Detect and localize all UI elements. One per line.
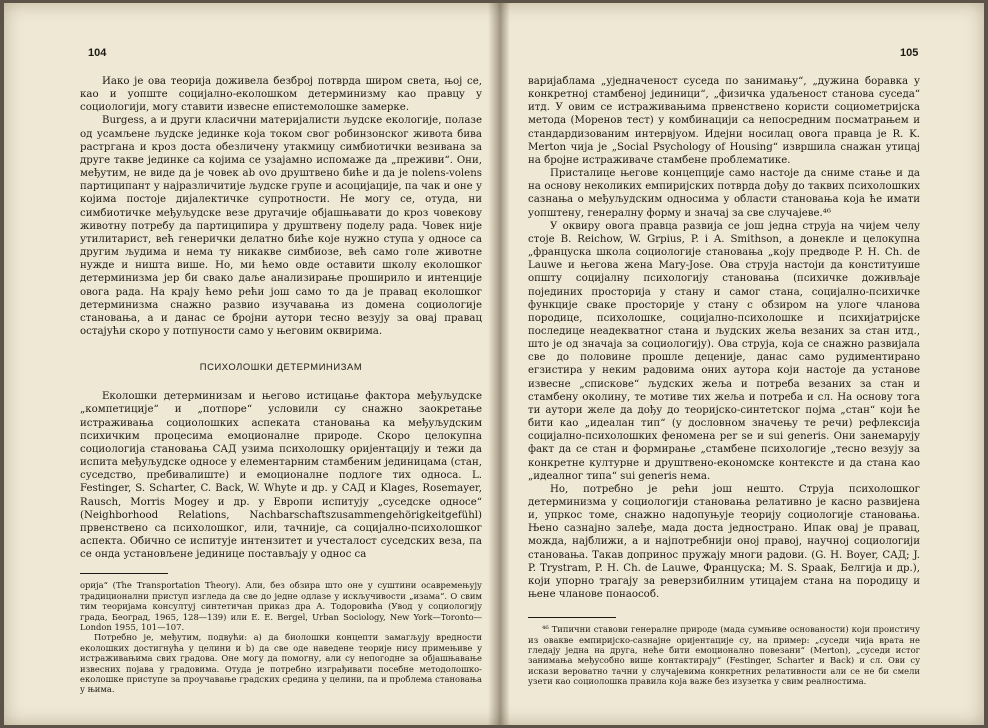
footnote-text: Потребно је, међутим, подвући: а) да биолошки концепти замагљују вредности еколошких достигнућа у целини и b) да све оде наведене теорије нису примењиве у истраживањима свих градова. Оне могу да помогну, али су непогодне за објашњавање извесних појава у градовима. Отуда је потребно изграђивати посебне методолошко-еколошке приступе за проучавање градских средина у целини, па и проблема становања у њима. [80,632,482,695]
footnote-text: орија“ (The Transportation Theory). Али, без обзира што оне у суштини осавремењују традиционални приступ изгледа да све до једне одлазе у искључивости „изама“. О свим тим теоријама консултуј синтетичан приказ дра А. Тодоровића (Увод у социологију града, Београд, 1965, 128—139) или E. E. Bergel, Urban Sociology, New York—Toronto—London 1955, 101—107. [80,580,482,632]
left-paragraph: Burgess, а и други класични материјалисти људске екологије, полазе од усамљене људске јединке која током свог робинзонског живота бива растргана и кроз доста обезличену утакмицу симбиотички везивана за друге такве јединке са којима се узајамно испомаже да „преживи“. Они, међутим, не виде да је човек ab ovo друштвено биће и да је nolens-volens партиципант у најразличитије људске групе и асоцијације, па чак и оне у којима постоје дијалектичке супротности. Не могу се, отуда, ни симбиотичке међуљудске везе другачије објашњавати до кроз човекову животну потребу да партиципира у друштвену поделу рада. Човек није утилитарист, већ генерички делатно биће које нужно ступа у односе са другим људима и нема ту никакве симбиозе, већ само голе животне нужде и ништа више. Но, ми ћемо овде оставити школу еколошког детерминизма јер би свако даље анализирање проширило и интенције овога рада. На крају ћемо рећи још само то да је правац еколошког детерминизма снажно развио изучавања из домена социологије становања, а и данас се бројни аутори тесно везују за овај правац остајући скоро у потпуности само у његовим оквирима. [80,115,482,337]
footnote-divider [80,573,168,574]
right-paragraph: Присталице његове концепције само настоје да сниме стање и да на основу неколиких емпиријских потврда дођу до таквих психолошких сазнања о међуљудским односима у области становања која ће имати уопштену, генералну форму и значај за све случајеве.⁴⁶ [528,168,920,219]
section-heading: ПСИХОЛОШКИ ДЕТЕРМИНИЗАМ [199,361,363,373]
left-footnotes [80,580,482,694]
right-page-body [528,75,920,601]
book-gutter [488,3,510,725]
right-paragraph: У оквиру овога правца развија се још једна струја на чијем челу стоје B. Reichow, W. Grpius, P. i A. Smithson, а донекле и целокупна „француска школа социологије становања „коју предводе P. H. Ch. de Lauwe и његова жена Mary-Jose. Ова струја настоји да конституише општу социјалну психологију становања (психичке доживљаје појединих просторија у стану и самог стана, социјално-психичке функције сваке просторије у стану с обзиром на улоге чланова породице, психолошке, социјално-психолошке и психијатријске последице неадекватног стана и људских жеља везаних за стан итд., што је од значаја за социологију). Ова струја, која се снажно развијала све до половине прошле деценије, данас само рудиментирано егзистира у неким радовима оних аутора који настоје да установе извесне „спискове“ људских жеља и потреба везаних за стан и стамбену околину, те мотиве тих жеља и потреба и сл. На основу тога ти аутори желе да дођу до теоријско-синтетског појма „стан“ који ће бити као „идеалан тип“ (у дословном значењу те речи) рефлексија социјално-психолошких феномена per se и sui generis. Они занемарују факт да се стан и формирање „стамбене психологије „тесно везују за конкретне културне и друштвено-економске контексте и да стана као „идеалног типа“ sui generis нема. [528,220,920,482]
right-footnotes [528,624,920,686]
right-page-number: 105 [900,47,919,59]
book-spread [4,3,984,725]
right-paragraph: Но, потребно је рећи још нешто. Струја психолошког детерминизма у социологији становања релативно је касно развијена и, упркос томе, снажно надопуњује теорију социологије становања. Њено сазнајно залеђе, мада доста једнострано. Ипак овај је правац, можда, најближи, а и најпотребнији оној правој, научној социологији становања. Такав допринос пружају многи радови. (G. H. Boyer, САД; J. P. Trystram, P. H. Ch. de Lauwe, Француска; M. S. Spaak, Белгија и др.), који упорно трагају за реверзибилним утицајем стана на породицу и њене чланове понаособ. [528,483,920,601]
left-page [80,75,482,695]
footnote-divider [528,617,616,618]
left-section-paragraph: Еколошки детерминизам и његово истицање фактора међуљудске „компетиције“ и „потпоре“ условили су снажно заокретање истраживања социолошких аспеката становања ка међуљудским психичким процесима емоционалне природе. Скоро целокупна социологија становања САД узима психолошку оријентацију и тежи да испита међуљудске односе у елементарним стамбеним јединицама (стан, суседство, пребивалиште) и емоционалне подлоге тих односа. L. Festinger, S. Scharter, C. Back, W. Whyte и др. у САД и Klages, Rosemayer, Rausch, Morris Mogey и др. у Европи испитују „суседске односе“ (Neighborhood Relations, Nachbarschaftszusammengehörigkeitgefühl) првенствено са психолошког, или, тачније, са социјално-психолошког аспекта. Обично се испитује интензитет и учесталост суседских веза, па се онда установљене јединице постављају у однос са [80,391,482,561]
left-page-body [80,75,482,561]
left-page-number: 104 [88,47,107,59]
right-page [528,75,920,687]
right-paragraph: варијаблама „уједначеност суседа по занимању“, „дужина боравка у конкретној стамбеној јединици“, „физичка удаљеност станова суседа“ итд. У овим се истраживањима првенствено користи социометријска метода (Моренов тест) у комбинацији са непосредним посматрањем и стандардизованим интервјуом. Идејни носилац овога правца је R. K. Merton чија је „Social Psychology of Housing“ извршила снажан утицај на бројне истраживаче стамбене проблематике. [528,76,920,166]
left-paragraph: Иако је ова теорија доживела безброј потврда широм света, њој се, као и уопште социјално-еколошком детерминизму као правцу у социологији, могу ставити извесне епистемолошке замерке. [80,76,482,114]
footnote-text: ⁴⁶ Типични ставови генералне природе (мада сумњиве основаности) који проистичу из оваквe емпиријско-сазнајне оријентације су, на пример: „суседи чија врата не гледају једна на друга, неће бити емоционално повезани“ (Merton), „суседи истог занимања међусобно више контактирају“ (Festinger, Scharter и Back) и сл. Ови су искази вероватно тачни у случајевима конкретних релативности али се не би смели узети као социолошка правила која важе без изузетка у свим реалностима. [528,624,920,687]
